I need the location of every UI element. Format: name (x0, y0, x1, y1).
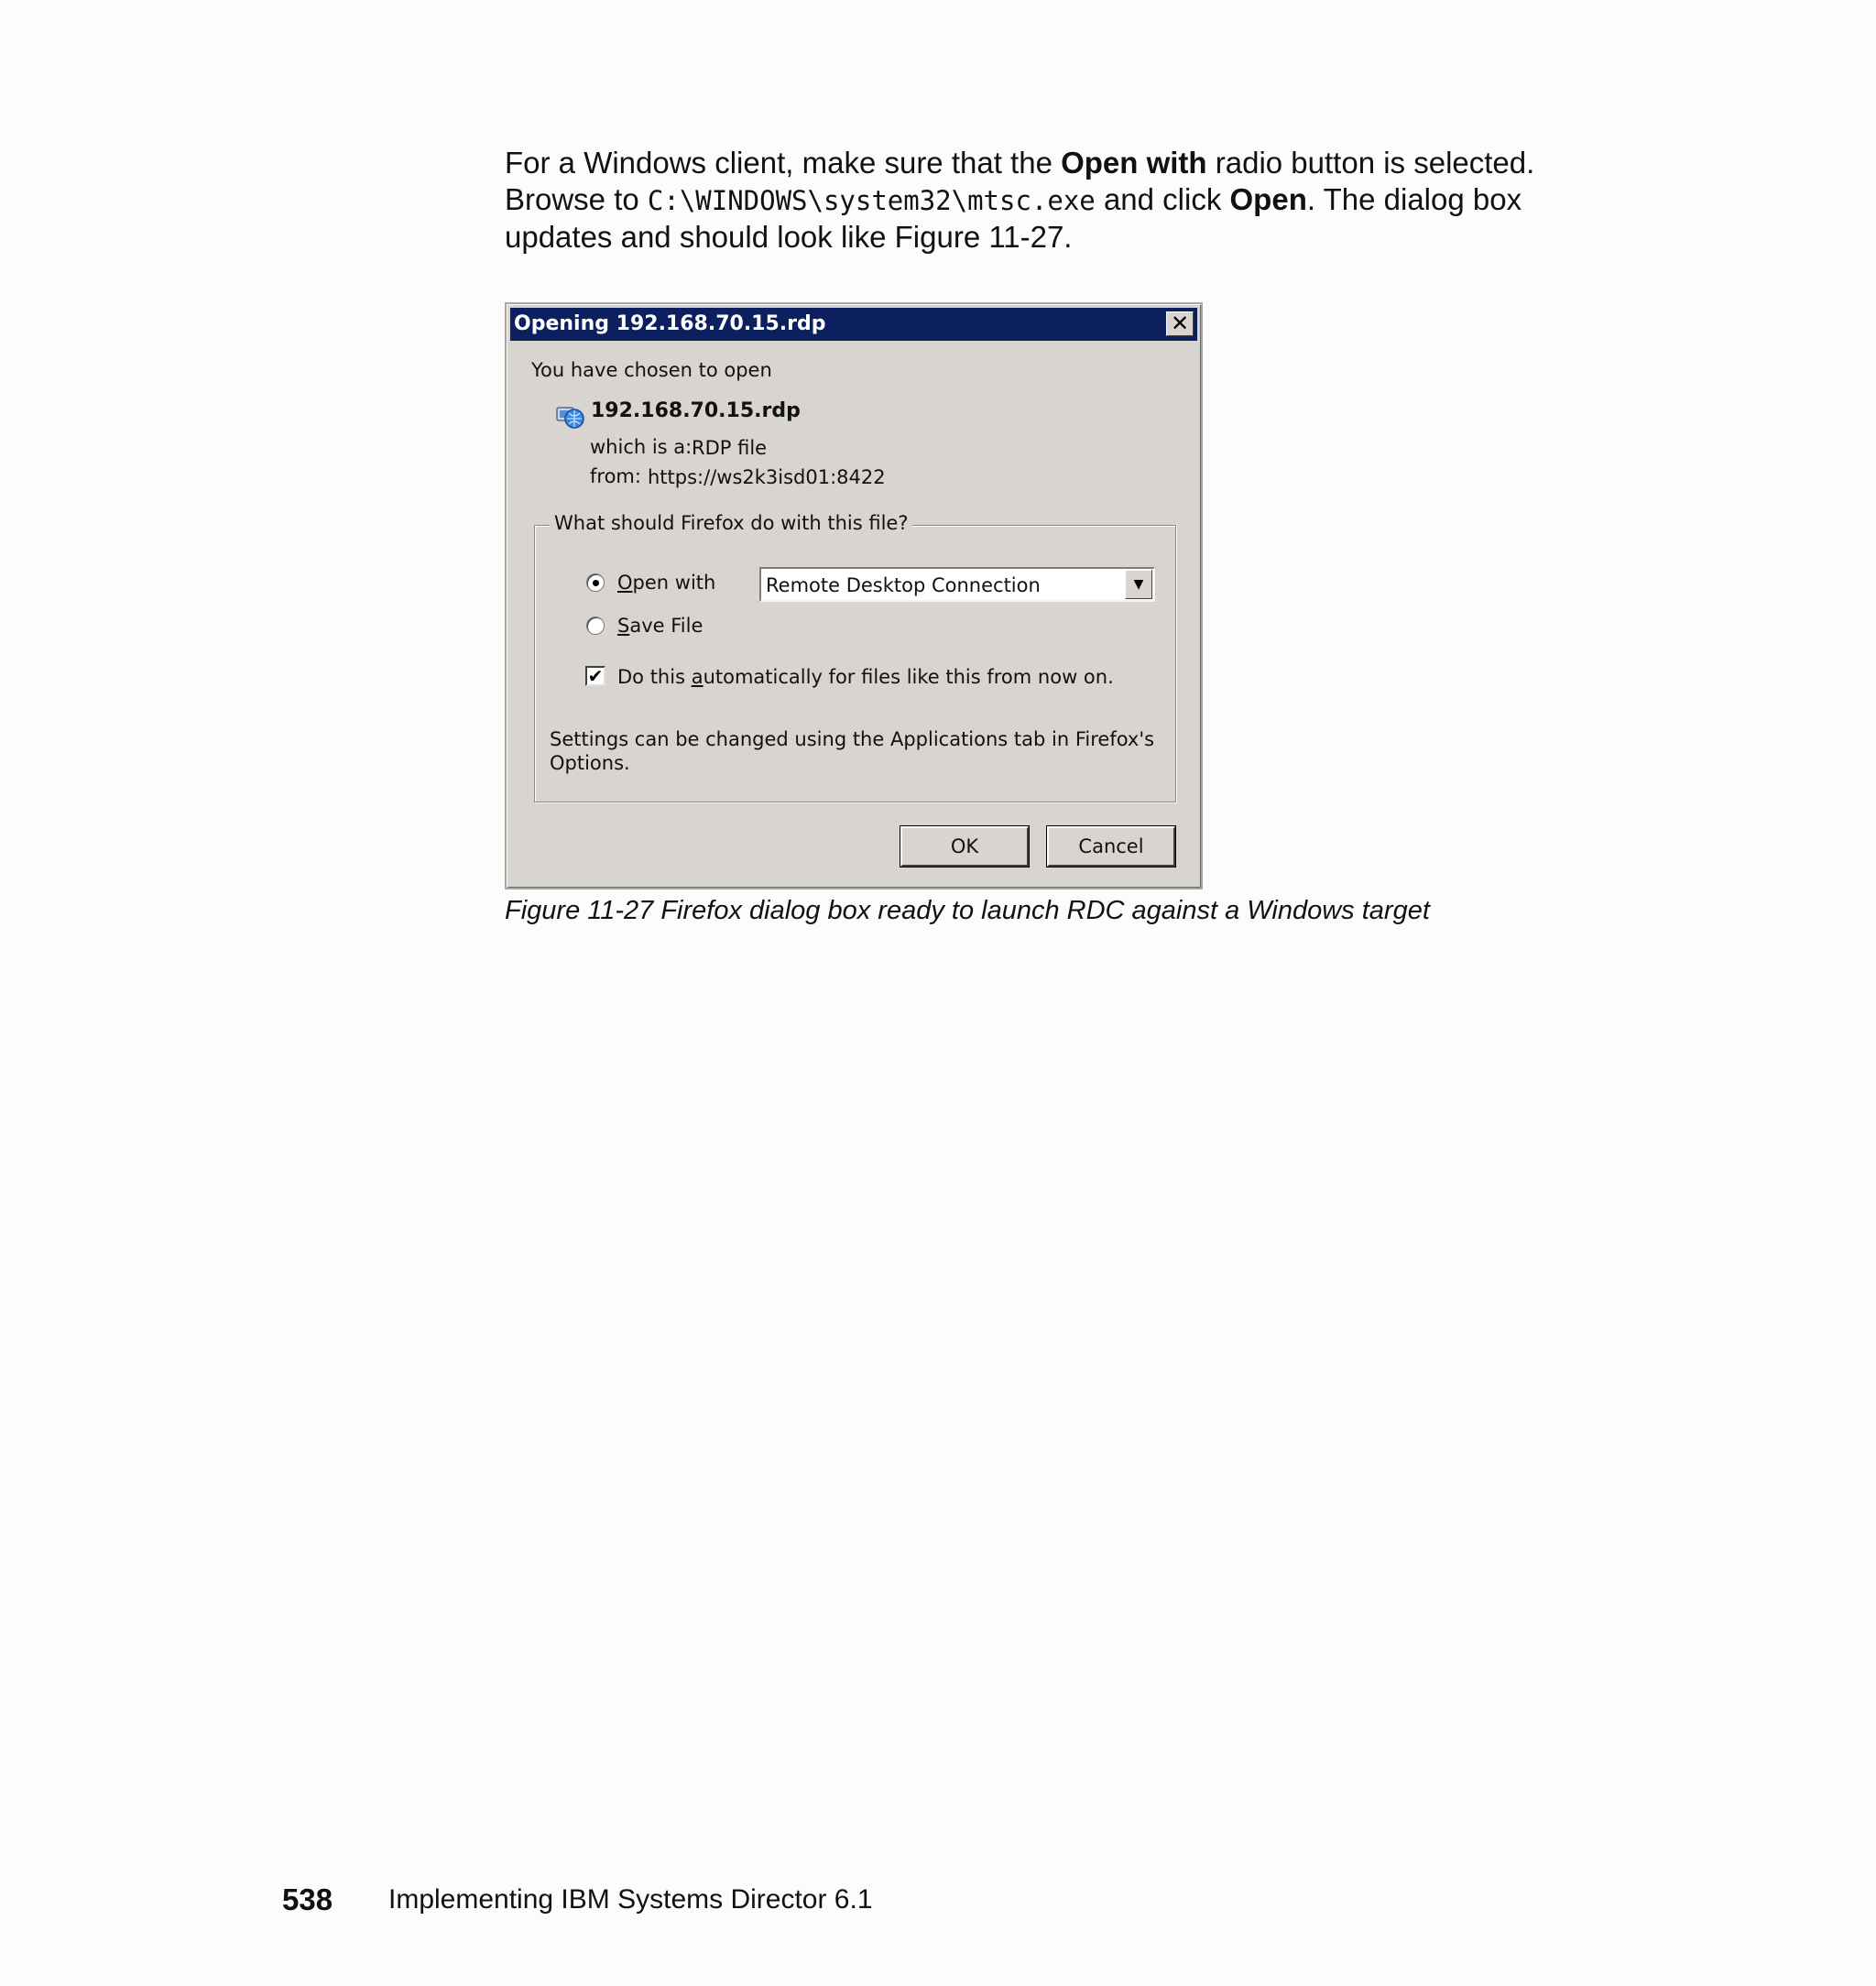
open-with-label[interactable]: Open with (617, 572, 716, 594)
intro-text-2: radio button is selected. Browse to (505, 146, 1535, 216)
radio-selected-dot (593, 580, 599, 586)
intro-text-3: and click (1095, 182, 1230, 216)
save-file-label[interactable]: Save File (617, 615, 704, 637)
cancel-button[interactable]: Cancel (1047, 826, 1175, 867)
open-with-app-dropdown[interactable] (759, 567, 1155, 602)
file-action-group (534, 512, 1176, 802)
group-title: What should Firefox do with this file? (550, 512, 912, 534)
intro-paragraph (505, 145, 1604, 256)
figure-caption: Figure 11-27 Firefox dialog box ready to launch RDC against a Windows target (505, 896, 1430, 925)
dialog-title: Opening 192.168.70.15.rdp (514, 312, 826, 335)
chosen-to-open-label: You have chosen to open (531, 359, 772, 381)
open-with-radio[interactable] (586, 573, 605, 592)
page-number: 538 (282, 1882, 333, 1916)
file-name: 192.168.70.15.rdp (591, 399, 801, 422)
dialog-title-bar (510, 308, 1197, 341)
file-type-value: RDP file (692, 437, 768, 459)
intro-code-path: C:\WINDOWS\system32\mtsc.exe (647, 185, 1096, 216)
chevron-down-icon[interactable]: ▼ (1125, 570, 1152, 599)
save-file-radio[interactable] (586, 617, 605, 635)
intro-text-1: For a Windows client, make sure that the (505, 146, 1062, 180)
settings-note-line-1: Settings can be changed using the Applications tab in Firefox's (550, 728, 1155, 750)
opening-file-dialog (505, 302, 1203, 889)
auto-checkbox-label[interactable]: Do this automatically for files like this from now on. (617, 666, 1114, 688)
intro-bold-open-with: Open with (1061, 146, 1207, 180)
ok-button[interactable]: OK (900, 826, 1029, 867)
which-is-label: which is a: (590, 436, 693, 458)
close-icon[interactable]: ✕ (1166, 311, 1194, 336)
intro-text-4: . The dialog box updates and should look like Figure 11-27. (505, 182, 1522, 254)
auto-checkbox[interactable]: ✔ (585, 666, 605, 686)
book-title: Implementing IBM Systems Director 6.1 (388, 1884, 873, 1915)
dropdown-selected-value: Remote Desktop Connection (766, 574, 1041, 596)
from-label: from: (590, 465, 641, 487)
settings-note-line-2: Options. (550, 752, 630, 774)
rdp-file-icon (554, 400, 585, 431)
intro-bold-open: Open (1229, 182, 1307, 216)
from-url-value: https://ws2k3isd01:8422 (648, 466, 886, 488)
